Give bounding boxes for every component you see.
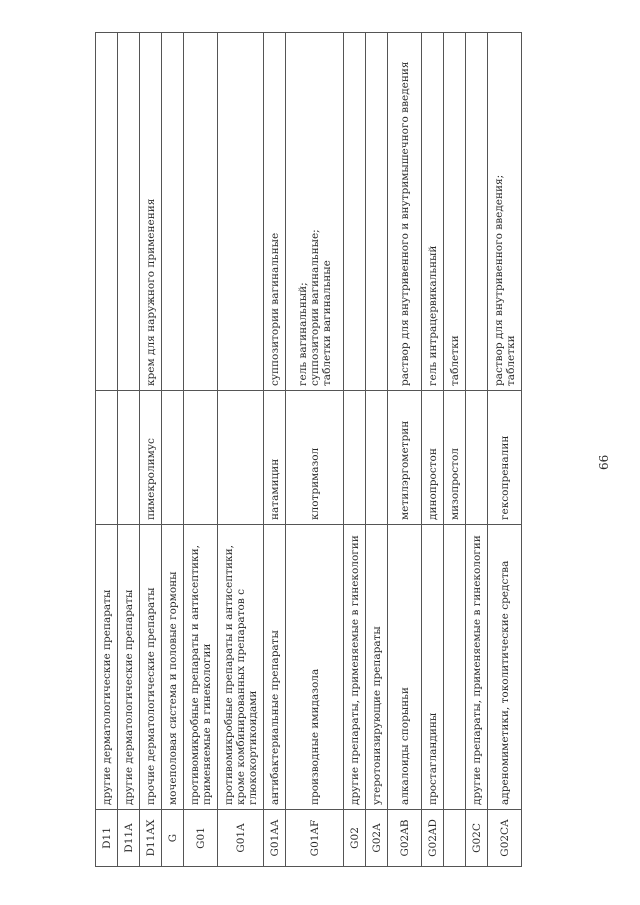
dosage-form-cell xyxy=(264,33,286,391)
inn-cell xyxy=(118,391,140,525)
anatomical-group-cell: противомикробные препараты и антисептики, применяемые в гинекологии xyxy=(184,525,218,810)
atc-code-cell: G02C xyxy=(466,810,488,867)
table-body xyxy=(96,33,522,867)
anatomical-group-cell: утеротонизирующие препараты xyxy=(366,525,388,810)
table-row xyxy=(162,33,184,867)
dosage-form-line: таблетки вагинальные xyxy=(320,260,333,386)
dosage-form-line: гель вагинальный; xyxy=(296,282,309,386)
anatomical-group-cell: мочеполовая система и половые гормоны xyxy=(162,525,184,810)
atc-code-cell: D11 xyxy=(96,810,118,867)
atc-code-cell: G01A xyxy=(218,810,264,867)
table-row xyxy=(286,33,344,867)
atc-code-cell: G01 xyxy=(184,810,218,867)
dosage-form-cell xyxy=(488,33,522,391)
inn-cell xyxy=(184,391,218,525)
page-number: 66 xyxy=(597,454,611,470)
anatomical-group-cell: противомикробные препараты и антисептики, кроме комбинированных препаратов с глюкокортикоидами xyxy=(218,525,264,810)
anatomical-group-cell: простагландины xyxy=(422,525,444,810)
anatomical-group-cell: производные имидазола xyxy=(286,525,344,810)
anatomical-group-cell: антибактериальные препараты xyxy=(264,525,286,810)
table-row xyxy=(264,33,286,867)
dosage-form-line: раствор для внутривенного и внутримышечного введения xyxy=(398,61,411,386)
dosage-form-cell xyxy=(344,33,366,391)
table-row xyxy=(118,33,140,867)
anatomical-group-cell: другие препараты, применяемые в гинекологии xyxy=(344,525,366,810)
dosage-form-line: суппозитории вагинальные xyxy=(268,232,281,386)
anatomical-group-cell: алкалоиды спорыньи xyxy=(388,525,422,810)
anatomical-group-cell xyxy=(444,525,466,810)
anatomical-group-cell: другие препараты, применяемые в гинекологии xyxy=(466,525,488,810)
atc-code-cell: G01AA xyxy=(264,810,286,867)
inn-cell xyxy=(96,391,118,525)
dosage-form-cell xyxy=(162,33,184,391)
table-row xyxy=(422,33,444,867)
table-row xyxy=(184,33,218,867)
inn-cell: метилэргометрин xyxy=(388,391,422,525)
dosage-form-cell xyxy=(444,33,466,391)
table-row xyxy=(344,33,366,867)
dosage-form-cell xyxy=(286,33,344,391)
table-row xyxy=(366,33,388,867)
dosage-form-cell xyxy=(466,33,488,391)
anatomical-group-cell: прочие дерматологические препараты xyxy=(140,525,162,810)
table-row xyxy=(466,33,488,867)
dosage-form-line: суппозитории вагинальные; xyxy=(308,229,321,386)
dosage-form-cell xyxy=(388,33,422,391)
table-row xyxy=(96,33,118,867)
dosage-form-cell xyxy=(366,33,388,391)
drug-classification-table xyxy=(95,32,522,867)
dosage-form-line: таблетки xyxy=(448,335,461,386)
dosage-form-line: крем для наружного применения xyxy=(144,198,157,386)
atc-code-cell: D11AX xyxy=(140,810,162,867)
inn-cell xyxy=(218,391,264,525)
atc-code-cell: G xyxy=(162,810,184,867)
table-row xyxy=(218,33,264,867)
inn-cell xyxy=(466,391,488,525)
atc-code-cell: D11A xyxy=(118,810,140,867)
dosage-form-cell xyxy=(140,33,162,391)
inn-cell: гексопреналин xyxy=(488,391,522,525)
dosage-form-cell xyxy=(218,33,264,391)
table-row xyxy=(140,33,162,867)
dosage-form-line: таблетки xyxy=(504,335,517,386)
dosage-form-cell xyxy=(118,33,140,391)
dosage-form-line: раствор для внутривенного введения; xyxy=(492,174,505,386)
atc-code-cell: G01AF xyxy=(286,810,344,867)
inn-cell: натамицин xyxy=(264,391,286,525)
atc-code-cell: G02 xyxy=(344,810,366,867)
inn-cell: мизопростол xyxy=(444,391,466,525)
dosage-form-cell xyxy=(422,33,444,391)
atc-code-cell: G02AD xyxy=(422,810,444,867)
atc-code-cell xyxy=(444,810,466,867)
dosage-form-cell xyxy=(96,33,118,391)
table-row xyxy=(444,33,466,867)
anatomical-group-cell: адреномиметики, токолитические средства xyxy=(488,525,522,810)
dosage-form-line: гель интрацервикальный xyxy=(426,245,439,386)
atc-code-cell: G02AB xyxy=(388,810,422,867)
dosage-form-cell xyxy=(184,33,218,391)
table-row xyxy=(388,33,422,867)
inn-cell: клотримазол xyxy=(286,391,344,525)
inn-cell: динопростон xyxy=(422,391,444,525)
inn-cell: пимекролимус xyxy=(140,391,162,525)
inn-cell xyxy=(366,391,388,525)
atc-code-cell: G02A xyxy=(366,810,388,867)
anatomical-group-cell: другие дерматологические препараты xyxy=(96,525,118,810)
atc-code-cell: G02CA xyxy=(488,810,522,867)
anatomical-group-cell: другие дерматологические препараты xyxy=(118,525,140,810)
table-row xyxy=(488,33,522,867)
inn-cell xyxy=(344,391,366,525)
inn-cell xyxy=(162,391,184,525)
